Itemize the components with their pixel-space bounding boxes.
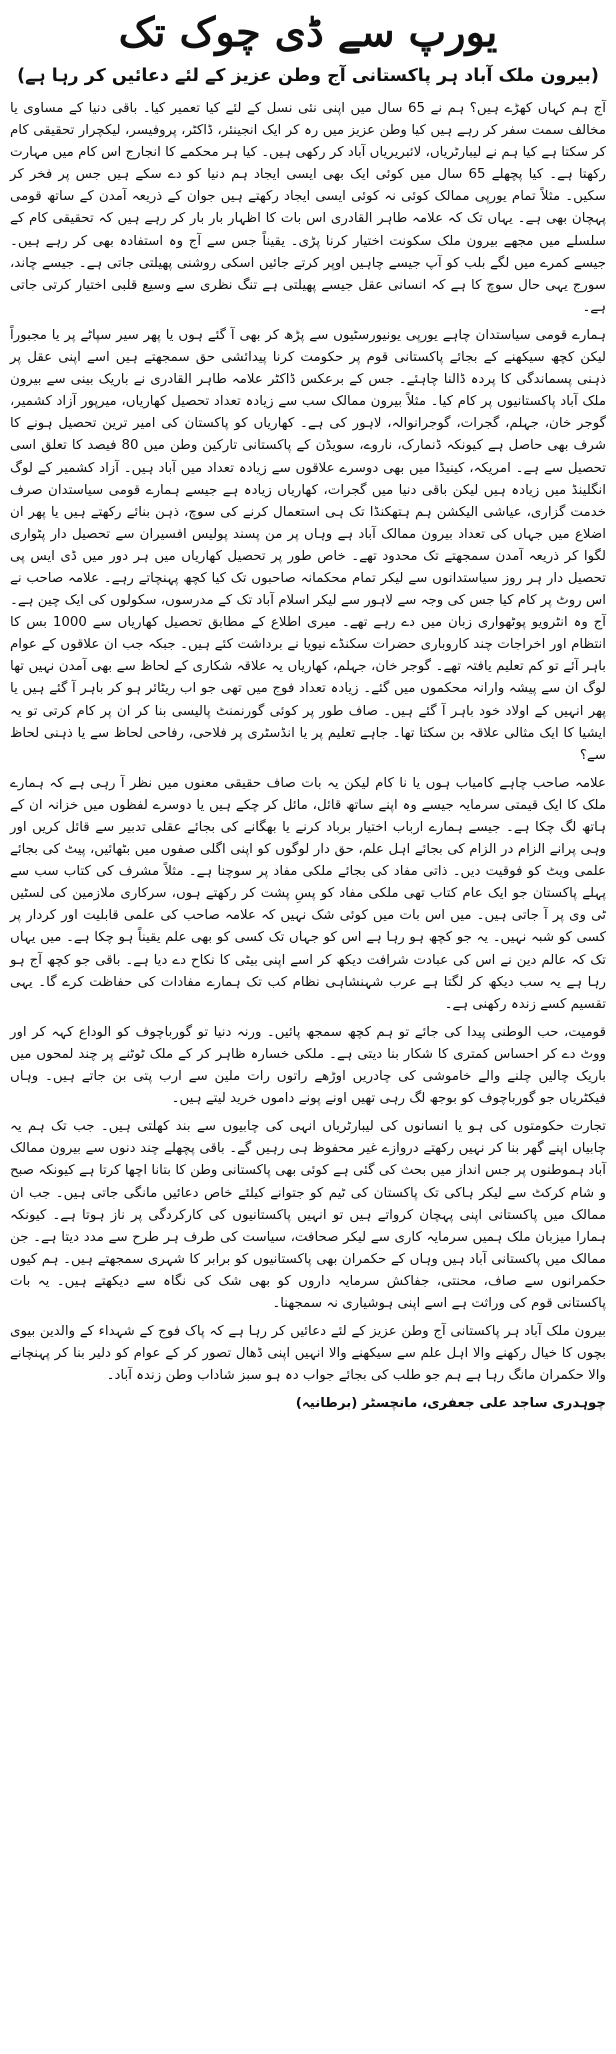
article-paragraph: قومیت، حب الوطنی پیدا کی جائے تو ہم کچھ سمجھ پائیں۔ ورنہ دنیا تو گورباچوف کو الوداع کہہ کر اور ووٹ دے کر احساس کمتری کا شکار بنا دیتی ہے۔ ملکی خسارہ ظاہر کر کے ملک ٹوٹنے پر چند لمحوں میں باریک چالیں چلنے والے خاموشی کی چادریں اوڑھے راتوں رات ملین سے ارب پتی بن جاتے ہیں۔ وہاں فیکٹریاں جو گورباچوف کو بوجھ لگ رہی تھیں اونے پونے داموں خرید لیتے ہیں۔: [10, 1024, 606, 1107]
article-paragraph: بیرون ملک آباد ہر پاکستانی آج وطن عزیز کے لئے دعائیں کر رہا ہے کہ پاک فوج کے شہداء کے والدین بیوی بچوں کا خیال رکھنے والا اہل علم سے سیکھنے والا انہیں اپنی ڈھال تصور کر کے عوام کو دلیر بنا کر پہنچانے والا حکمران مانگ رہا ہے ہم جو طلب کی بجائے جواب دہ ہو سبز شاداب وطن زندہ آباد۔: [10, 1324, 606, 1384]
article-paragraph: علامہ صاحب چاہے کامیاب ہوں یا نا کام لیکن یہ بات صاف حقیقی معنوں میں نظر آ رہی ہے کہ ہمارے ملک کا ایک قیمتی سرمایہ جیسے وہ اپنے ساتھ قائل، مائل کر چکے ہیں یا دوسرے لفظوں میں خزانہ ان کے ہاتھ لگ چکا ہے۔ جیسے ہمارے ارباب اختیار برباد کرنے یا بھگانے کی بجائے عقلی تدبیر سے قائل کریں اور وہی پرانے الزام در الزام کی بجائے اہل علم، حق دار لوگوں کو اپنی اگلی صفوں میں بٹھائیں، پیٹ کی بجائے علمی ویٹ کو فوقیت دیں۔ ذاتی مفاد کی بجائے ملکی مفاد پر سوچنا ہے۔ مثلاً مشرف کی کتاب سب سے پہلے پاکستان جو ایک عام کتاب تھی ملکی مفاد کو پسِ پشت کر رکھتے ہوں، سرکاری ملازمین کی لسٹیں ٹی وی پر آ جاتی ہیں۔ میں اس بات میں کوئی شک نہیں کہ علامہ صاحب کی علمی قابلیت اور کردار پر کسی کو شبہ نہیں۔ یہ جو کچھ ہو رہا ہے اس کو جہاں تک کسی کو بھی علم یقیناً ہو چکا ہے۔ میں یہاں تک کہ عالم دین نے اس کی عبادت شرافت دیکھ کر اسے اپنی بیٹی کا نکاح دے دیا ہے۔ باقی جو کچھ آج ہو رہا ہے یہ سب دیکھ کر لگتا ہے عرب شہنشاہی نظام کب تک ہمارے مفادات کی حفاظت کرے گا۔ یہی تقسیم کسے زندہ رکھنی ہے۔: [10, 775, 606, 1012]
article-subtitle: (بیرون ملک آباد ہر پاکستانی آج وطن عزیز کے لئے دعائیں کر رہا ہے): [17, 66, 599, 86]
article-paragraph: ہمارے قومی سیاستدان چاہے یورپی یونیورسٹیوں سے پڑھ کر بھی آ گئے ہوں یا پھر سیر سپاٹے پر یا مجبوراً لیکن کچھ سیکھنے کے بجائے پاکستانی قوم پر حکومت کرنا پیدائشی حق سمجھتے ہیں اسے اپنی عقل پر ذہنی پسماندگی کا پردہ ڈالنا چاہئے۔ جس کے برعکس ڈاکٹر علامہ طاہر القادری نے باریک بینی سے بیرون ملک آباد پاکستانیوں پر کام کیا۔ مثلاً بیرون ممالک سب سے زیادہ تعداد تحصیل کھاریاں، میرپور آزاد کشمیر، گوجر خان، جہلم، گجرات، گوجرانوالہ، لاہور کی ہے۔ کھاریاں کو پاکستان کی امیر ترین تحصیل ہونے کا شرف بھی حاصل ہے کیونکہ ڈنمارک، ناروے، سویڈن کے پاکستانی تارکین وطن میں 80 فیصد کا تعلق اسی تحصیل سے ہے۔ امریکہ، کینیڈا میں بھی دوسرے علاقوں سے زیادہ تعداد میں آباد ہیں۔ آزاد کشمیر کے لوگ انگلینڈ میں زیادہ ہیں لیکن باقی دنیا میں گجرات، کھاریاں زیادہ ہے جیسے ہمارے قومی سیاستدان صرف خدمت گزاری، عیاشی الیکشن ہم ہتھکنڈا تک ہی استعمال کرنے کی سوچ، ذہن بنائے رکھتے ہیں یا پھر ان اضلاع میں جہاں کی تعداد بیرون ممالک آباد ہے وہاں پر من پسند پولیس افسیران سے تحصیل دار پٹواری لگوا کر ذریعہ آمدن سمجھتے تک محدود تھے۔ خاص طور پر تحصیل کھاریاں میں ہر دور میں ڈی ایس پی تحصیل دار ہر روز سیاستدانوں سے لیکر تمام محکمانہ صاحبوں تک کیا کچھ پہنچاتے رہے۔ علامہ صاحب نے اس روٹ پر کام کیا جس کی وجہ سے لاہور سے لیکر اسلام آباد تک کے مدرسوں، سکولوں کی ایک چین ہے۔ آج وہ انٹرویو پوٹھواری زبان میں دے رہے تھے۔ میری اطلاع کے مطابق تحصیل کھاریاں سے 1000 بس کا انتظام اور اخراجات چند کاروباری حضرات سکنڈے نیویا نے برداشت کئے ہیں۔ جبکہ جب ان علاقوں کے عوام باہر آئے تو کم تعلیم یافتہ تھے۔ گوجر خان، جہلم، کھاریاں یہ علاقہ شکاری کے لحاظ سے بھی آمدن نہیں تھا لوگ ان سے پیشہ وارانہ محکموں میں گئے۔ زیادہ تعداد فوج میں تھی جو اب ریٹائر ہو کر باہر آ گئے ہیں یا پھر انہیں کے اولاد خود باہر آ گئے ہیں۔ صاف طور پر کوئی گورنمنٹ پالیسی بنا کر ان پر کام کرتی تو یہ ایشیا کا ایک مثالی علاقہ بن سکتا تھا۔ جاہے تعلیم پر یا انڈسٹری پر فلاحی، رفاحی لحاظ سے یا ذہنی لحاظ سے؟: [10, 327, 606, 763]
article-paragraph: آج ہم کہاں کھڑے ہیں؟ ہم نے 65 سال میں اپنی نئی نسل کے لئے کیا تعمیر کیا۔ باقی دنیا کے مساوی یا مخالف سمت سفر کر رہے ہیں کیا وطن عزیز میں رہ کر ایک انجینئر، ڈاکٹر، پروفیسر، لیکچرار تحقیقی کام کر سکتا ہے کیا ہم نے لیبارٹریاں، لائبریریاں آباد کر رکھی ہیں۔ کیا ہر محکمے کا انجارج اس کام میں مہارت رکھتا ہے۔ کیا پچھلے 65 سال میں کوئی ایک بھی ایسی ایجاد ہم دنیا کو دے سکے ہیں جس پر فخر کر سکیں۔ مثلاً تمام یورپی ممالک کوئی نہ کوئی ایسی ایجاد رکھتے ہیں جوان کے ذریعہ آمدن کے ساتھ قومی پہچان بھی ہے۔ یہاں تک کہ علامہ طاہر القادری اس بات کا اظہار بار بار کر رہے ہیں کہ تحقیقی کام کے سلسلے میں مجھے بیرون ملک سکونت اختیار کرنا پڑی۔ یقیناً جس سے آج وہ استفادہ بھی کر رہے ہیں۔ جیسے کمرے میں لگے بلب کو آپ جیسے چاہیں اوپر کرتے جائیں اسکی روشنی پھیلتی جاتی ہے۔ جیسے چاند، سورج یہی حال سوچ کا ہے کہ انسانی عقل جیسے پھیلتی ہے تنگ نظری سے وسیع قلبی اختیار کرتی جاتی ہے۔: [10, 101, 606, 315]
article-paragraph: تجارت حکومتوں کی ہو یا انسانوں کی لیبارٹریاں انہی کی چابیوں سے بند کھلتی ہیں۔ جب تک ہم یہ چابیاں اپنے گھر بنا کر نہیں رکھتے دروازے غیر محفوظ ہی رہیں گے۔ باقی پچھلے چند دنوں سے بیرون ممالک آباد ہموطنوں پر جس انداز میں بحث کی گئی ہے کوئی بھی پاکستانی وطن کا بتانا اچھا کرتا ہے کیونکہ صبح و شام کرکٹ سے لیکر ہاکی تک پاکستان کی ٹیم کو جتوانے کیلئے خاص دعائیں مانگی جاتی ہیں۔ جب ان ممالک میں پاکستانی اپنی پہچان کرواتے ہیں تو انہیں پاکستانیوں کی کارکردگی پر ناز ہوتا ہے۔ کیونکہ ہمارا میزبان ملک ہمیں سرمایہ کاری سے لیکر صحافت، سیاست کی طرف ہر طرح سے مدد دیتا ہے۔ جن ممالک میں پاکستانی آباد ہیں وہاں کے حکمران بھی پاکستانیوں کو برابر کا شہری سمجھتے ہیں۔ ہم کیوں حکمرانوں سے صاف، محنتی، جفاکش سرمایہ داروں کو بھی شک کی نگاہ سے دیکھتے ہیں۔ یہ بات پاکستانی قوم کی وراثت ہے اسے اپنی ہوشیاری نہ سمجھنا۔: [10, 1119, 606, 1311]
article-body: [10, 98, 606, 1387]
author-signature: چوہدری ساجد علی جعفری، مانچسٹر (برطانیہ): [295, 1396, 606, 1412]
article-title: یورپ سے ڈی چوک تک: [118, 9, 498, 56]
